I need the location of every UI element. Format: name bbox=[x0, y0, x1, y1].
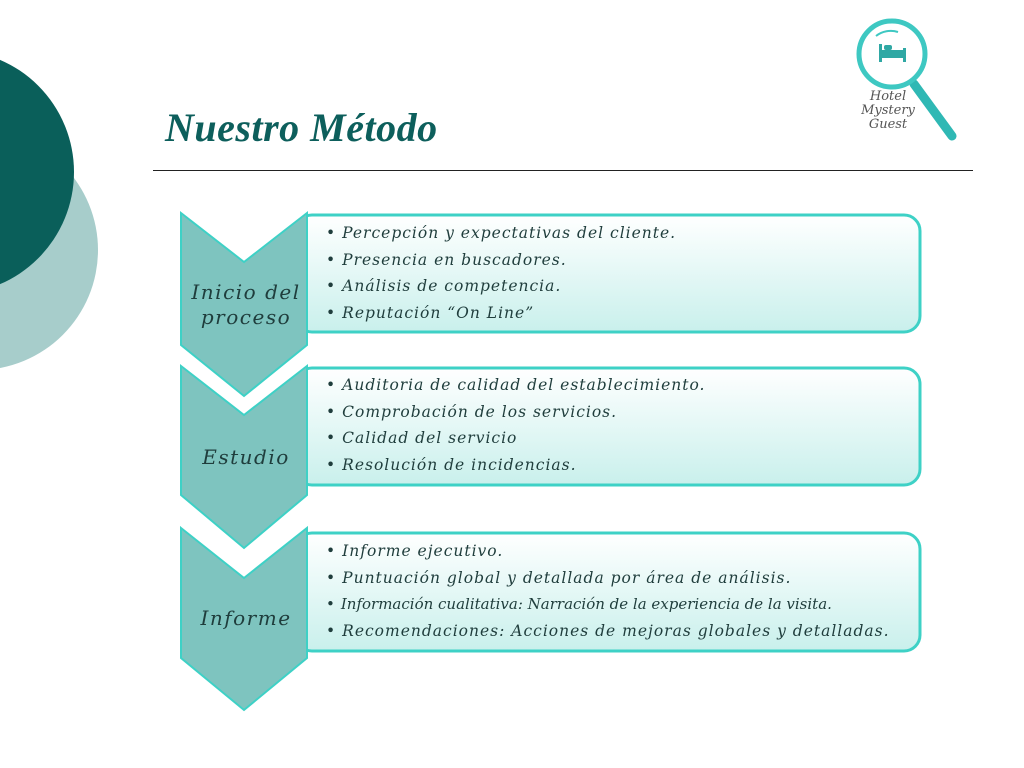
logo-line: Mystery bbox=[861, 103, 915, 118]
logo-line: Hotel bbox=[869, 89, 907, 104]
stage-3-label-line: Informe bbox=[200, 606, 292, 630]
list-item: • Comprobación de los servicios. bbox=[326, 399, 705, 426]
page-title: Nuestro Método bbox=[165, 105, 438, 150]
list-item: • Recomendaciones: Acciones de mejoras globales y detalladas. bbox=[326, 618, 890, 645]
list-item: • Información cualitativa: Narración de la experiencia de la visita. bbox=[326, 591, 890, 618]
stage-2-bullets bbox=[326, 372, 705, 478]
list-item: • Resolución de incidencias. bbox=[326, 452, 705, 479]
stage-3-label bbox=[182, 606, 310, 631]
list-item: • Auditoria de calidad del establecimiento. bbox=[326, 372, 705, 399]
list-item: • Informe ejecutivo. bbox=[326, 538, 890, 565]
stage-2-label bbox=[182, 445, 310, 470]
list-item: • Presencia en buscadores. bbox=[326, 247, 676, 274]
list-item: • Puntuación global y detallada por área de análisis. bbox=[326, 565, 890, 592]
list-item: • Reputación “On Line” bbox=[326, 300, 676, 327]
logo-line: Guest bbox=[868, 117, 908, 132]
stage-3-bullets bbox=[326, 538, 890, 644]
stage-2-label-line: Estudio bbox=[202, 445, 290, 469]
stage-1-bullets bbox=[326, 220, 676, 326]
stage-1-label bbox=[182, 280, 310, 330]
stage-1-label-line: Inicio del bbox=[191, 280, 301, 304]
list-item: • Percepción y expectativas del cliente. bbox=[326, 220, 676, 247]
list-item: • Calidad del servicio bbox=[326, 425, 705, 452]
list-item: • Análisis de competencia. bbox=[326, 273, 676, 300]
stage-1-label-line: proceso bbox=[200, 305, 292, 329]
